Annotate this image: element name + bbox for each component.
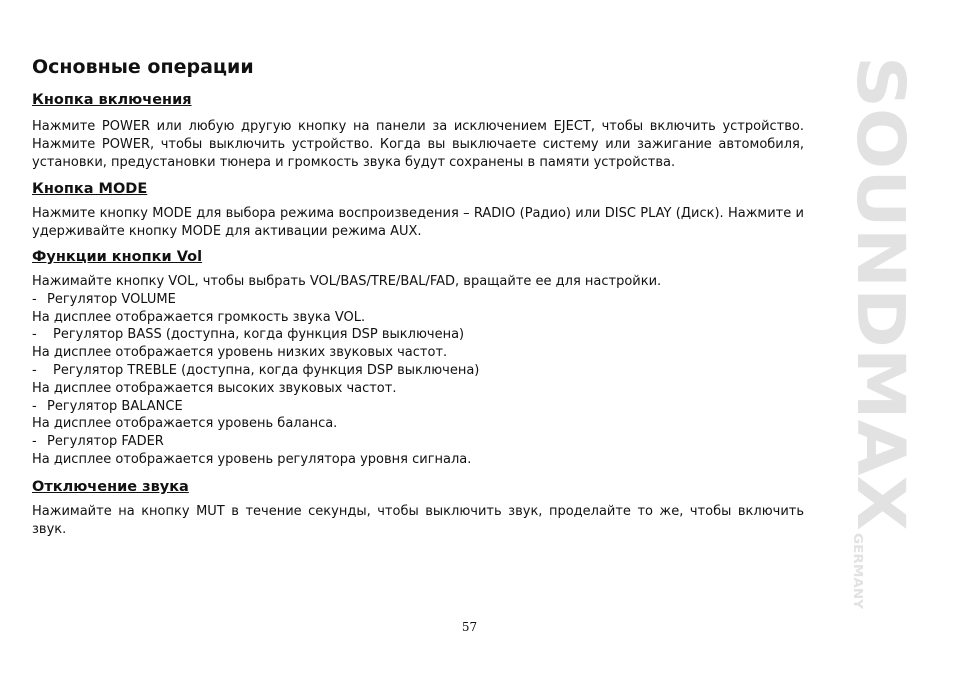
list-item-desc: На дисплее отображается уровень баланса.	[32, 416, 338, 432]
list-marker: -	[32, 434, 37, 450]
list-item	[32, 326, 804, 344]
page-number: 57	[461, 620, 478, 634]
section-heading-mute: Отключение звука	[32, 478, 189, 495]
brand-subtitle: GERMANY	[851, 533, 865, 601]
list-marker: -	[32, 398, 37, 414]
vol-intro: Нажимайте кнопку VOL, чтобы выбрать VOL/BAS/TRE/BAL/FAD, вращайте ее для настройки.	[32, 274, 662, 289]
list-item-desc: На дисплее отображается уровень низких звуковых частот.	[32, 345, 448, 361]
soundmax-logo	[842, 56, 919, 616]
list-item-label: Регулятор BASS (доступна, когда функция DSP выключена)	[53, 327, 465, 343]
brand-name: SOUNDMAX	[842, 56, 919, 491]
list-item-label: Регулятор VOLUME	[47, 291, 176, 307]
section-heading-vol: Функции кнопки Vol	[32, 249, 203, 265]
list-item-desc: На дисплее отображается уровень регулятора уровня сигнала.	[32, 451, 472, 467]
list-item	[32, 433, 804, 451]
list-marker: -	[32, 327, 37, 343]
page-content	[32, 54, 804, 539]
list-item-desc: На дисплее отображается громкость звука VOL.	[32, 309, 366, 325]
list-item-label: Регулятор TREBLE (доступна, когда функция DSP выключена)	[53, 362, 480, 378]
list-marker: -	[32, 362, 37, 378]
list-item	[32, 291, 804, 309]
mode-paragraph: Нажмите кнопку MODE для выбора режима воспроизведения – RADIO (Радио) или DISC PLAY (Диск). Нажмите и удерживайте кнопку MODE для активации режима AUX.	[32, 206, 804, 239]
section-power-button	[32, 90, 804, 172]
section-mute	[32, 477, 804, 539]
page-title: Основные операции	[32, 56, 254, 78]
section-heading-mode: Кнопка MODE	[32, 181, 148, 197]
list-marker: -	[32, 291, 37, 307]
section-vol-functions	[32, 247, 804, 469]
section-mode-button	[32, 179, 804, 241]
mute-paragraph: Нажимайте на кнопку MUT в течение секунды, чтобы выключить звук, проделайте то же, чтобы включить звук.	[32, 503, 804, 537]
power-paragraph: Нажмите POWER или любую другую кнопку на панели за исключением EJECT, чтобы включить устройство. Нажмите POWER, чтобы выключить устройство. Когда вы выключаете систему или зажигание автомобиля, установки, предустановки тюнера и громкость звука будут сохранены в памяти устройства.	[32, 119, 804, 170]
list-item	[32, 398, 804, 416]
section-heading-power: Кнопка включения	[32, 92, 192, 108]
list-item-desc: На дисплее отображается высоких звуковых частот.	[32, 380, 397, 396]
list-item-label: Регулятор BALANCE	[47, 398, 183, 414]
list-item	[32, 362, 804, 380]
list-item-label: Регулятор FADER	[47, 434, 164, 450]
